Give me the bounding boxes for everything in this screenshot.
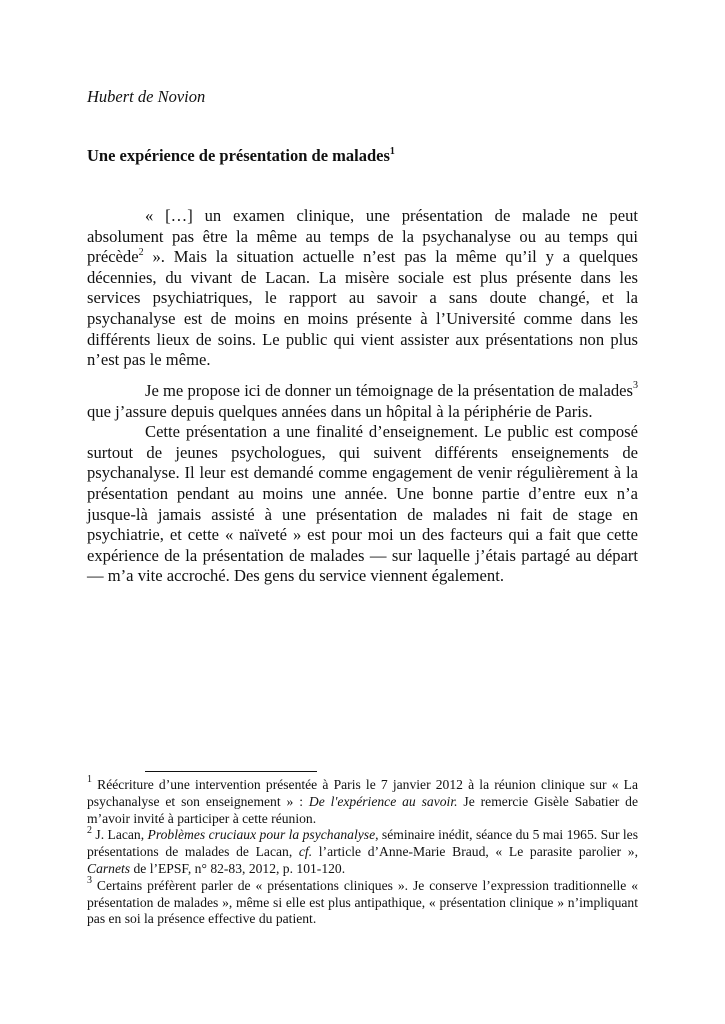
footnote-1-text-a: Réécriture d’une intervention présentée à Paris le 7 janvier 2012 à la réunion clinique sur « La psychanalyse et son enseignement » :: [87, 777, 638, 809]
body-paragraphs-2-3: [87, 381, 638, 587]
author-name: Hubert de Novion: [87, 87, 206, 106]
footnote-2-text-c: l’article d’Anne-Marie Braud, « Le parasite parolier »,: [312, 844, 638, 860]
body-paragraph-1: [87, 206, 638, 371]
paragraph-1-text-b: ». Mais la situation actuelle n’est pas la même qu’il y a quelques décennies, du vivant de Lacan. La misère sociale est plus présente dans les services psychiatriques, le rapport au savoir a sans doute changé, et la psychanalyse est de moins en moins présente à l’Université comme dans les différents lieux de soins. Le public qui vient assister aux présentations non plus n’est pas le même.: [87, 247, 638, 370]
footnotes-section: [87, 771, 638, 928]
footnote-2: [87, 824, 638, 877]
article-title-text: Une expérience de présentation de malades: [87, 146, 390, 165]
footnote-1: [87, 774, 639, 827]
paragraph-1-text-a: « […] un examen clinique, une présentation de malade ne peut absolument pas être la même au temps de la psychanalyse ou au temps qui précède: [87, 206, 638, 267]
paragraph-2-text-a: Je me propose ici de donner un témoignage de la présentation de malades: [145, 381, 633, 400]
body-paragraph-2: [87, 381, 638, 422]
footnote-ref-2[interactable]: 2: [138, 246, 144, 258]
body-paragraph-3: Cette présentation a une finalité d’enseignement. Le public est composé surtout de jeunes psychologues, qui suivent différents enseignements de psychanalyse. Il leur est demandé comme engagement de venir régulièrement à la présentation pendant au moins une année. Une bonne partie d’entre eux n’a jusque-là jamais assisté à une présentation de malades ni fait de stage en psychiatrie, et cette « naïveté » est pour moi un des facteurs qui a fait que cette expérience de la présentation de malades — sur laquelle j’étais partagé au départ — m’a vite accroché. Des gens du service viennent également.: [87, 422, 638, 586]
footnote-ref-1[interactable]: 1: [389, 145, 395, 157]
footnote-2-italic-3: Carnets: [87, 860, 131, 876]
footnote-ref-3[interactable]: 3: [633, 380, 638, 392]
footnote-1-text-b: Je remercie Gisèle Sabatier de m’avoir invité à participer à cette réunion.: [87, 793, 639, 826]
footnote-2-text-b: , séminaire inédit, séance du 5 mai 1965. Sur les présentations de malades de Lacan,: [87, 827, 638, 860]
footnote-3-text: Certains préfèrent parler de « présentations cliniques ». Je conserve l’expression traditionnelle « présentation de malades », même si elle est plus antipathique, « présentation clinique » n’impliquant pas en soi la présence effective du patient.: [87, 877, 638, 927]
footnote-1-italic: De l'expérience au savoir.: [308, 793, 458, 809]
footnote-2-text-d: de l’EPSF, n° 82-83, 2012, p. 101-120.: [130, 860, 346, 876]
footnote-separator: [145, 771, 317, 772]
article-title: [87, 145, 395, 167]
footnote-3-number: 3: [87, 875, 92, 887]
footnote-2-number: 2: [87, 824, 92, 836]
footnote-3: [87, 875, 638, 928]
footnote-1-number: 1: [87, 774, 92, 786]
paragraph-2-text-b: que j’assure depuis quelques années dans un hôpital à la périphérie de Paris.: [87, 401, 593, 421]
footnote-2-italic-2: cf.: [298, 844, 313, 860]
footnote-2-text-a: J. Lacan,: [92, 827, 148, 843]
footnote-2-italic-1: Problèmes cruciaux pour la psychanalyse: [147, 827, 376, 843]
